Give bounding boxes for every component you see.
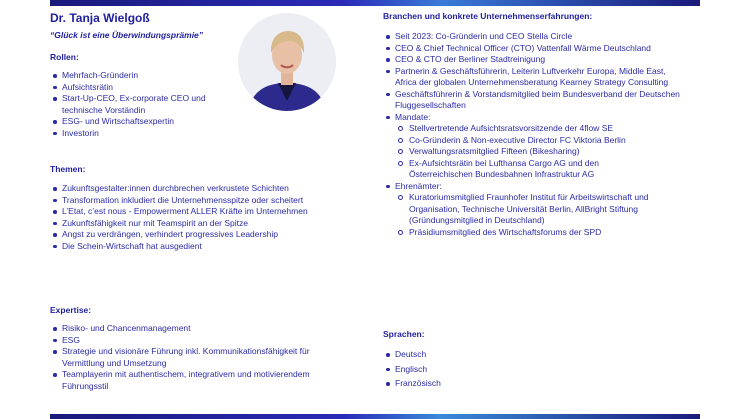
top-gradient-bar (50, 0, 700, 6)
list-item: Risiko- und Chancenmanagement (50, 323, 350, 335)
list-item: Start-Up-CEO, Ex-corporate CEO und technische Vorständin (50, 93, 232, 116)
list-item: CEO & Chief Technical Officer (CTO) Vattenfall Wärme Deutschland (383, 43, 685, 55)
list-item: Zukunftsfähigkeit nur mit Teamspirit an der Spitze (50, 218, 350, 230)
rollen-heading: Rollen: (50, 52, 79, 62)
ehrenaemter-list (395, 192, 683, 238)
list-item (383, 112, 683, 181)
expertise-list (50, 323, 350, 392)
list-item: Ex-Aufsichtsrätin bei Lufthansa Cargo AG und den Österreichischen Bundesbahnen Infrastruktur AG (395, 158, 659, 181)
list-item: Geschäftsführerin & Vorstandsmitglied beim Bundesverband der Deutschen Fluggesellschaften (383, 89, 700, 112)
expertise-heading: Expertise: (50, 305, 92, 315)
list-item: Stellvertretende Aufsichtsratsvorsitzende der 4flow SE (395, 123, 683, 135)
list-item: Partnerin & Geschäftsführerin, Leiterin Luftverkehr Europa, Middle East, Africa der globalen Unternehmensberatung Kearney Strategy Consulting (383, 66, 685, 89)
list-item (383, 181, 683, 239)
speaker-quote: “Glück ist eine Überwindungsprämie” (50, 30, 204, 40)
list-item: Mehrfach-Gründerin (50, 70, 350, 82)
themen-list (50, 183, 350, 252)
list-item: CEO & CTO der Berliner Stadtreinigung (383, 54, 683, 66)
bottom-gradient-bar (50, 414, 700, 419)
list-item: Die Schein-Wirtschaft hat ausgedient (50, 241, 350, 253)
list-item: ESG- und Wirtschaftsexpertin (50, 116, 350, 128)
list-item: L’Etat, c’est nous - Empowerment ALLER Kräfte im Unternehmen (50, 206, 322, 218)
rollen-list (50, 70, 350, 139)
speaker-name: Dr. Tanja Wielgoß (50, 11, 150, 25)
list-item: Strategie und visionäre Führung inkl. Kommunikationsfähigkeit für Vermittlung und Umsetzung (50, 346, 352, 369)
mandate-label: Mandate: (395, 111, 431, 122)
list-item: Co-Gründerin & Non-executive Director FC Viktoria Berlin (395, 135, 683, 147)
sprachen-list (383, 349, 683, 390)
list-item: Teamplayerin mit authentischem, integrativem und motivierendem Führungsstil (50, 369, 317, 392)
branchen-list (383, 31, 683, 238)
ehrenaemter-label: Ehrenämter: (395, 180, 442, 191)
list-item: Französisch (383, 378, 683, 390)
list-item: Präsidiumsmitglied des Wirtschaftsforums der SPD (395, 227, 683, 239)
list-item: Seit 2023: Co-Gründerin und CEO Stella Circle (383, 31, 683, 43)
themen-heading: Themen: (50, 164, 86, 174)
list-item: ESG (50, 335, 350, 347)
list-item: Transformation inkludiert die Unternehmensspitze oder scheitert (50, 195, 332, 207)
list-item: Englisch (383, 364, 683, 376)
list-item: Investorin (50, 128, 350, 140)
list-item: Verwaltungsratsmitglied Fifteen (Bikesharing) (395, 146, 683, 158)
list-item: Zukunftsgestalter:innen durchbrechen verkrustete Schichten (50, 183, 350, 195)
list-item: Deutsch (383, 349, 683, 361)
list-item: Aufsichtsrätin (50, 82, 350, 94)
list-item: Angst zu verdrängen, verhindert progressives Leadership (50, 229, 350, 241)
sprachen-heading: Sprachen: (383, 329, 425, 339)
mandate-list (395, 123, 683, 181)
branchen-heading: Branchen und konkrete Unternehmenserfahrungen: (383, 11, 593, 21)
list-item: Kuratoriumsmitglied Fraunhofer Institut für Arbeitswirtschaft und Organisation, Technische Universität Berlin, AllBright Stiftung (Gründungsmitglied in Deutschland) (395, 192, 671, 227)
